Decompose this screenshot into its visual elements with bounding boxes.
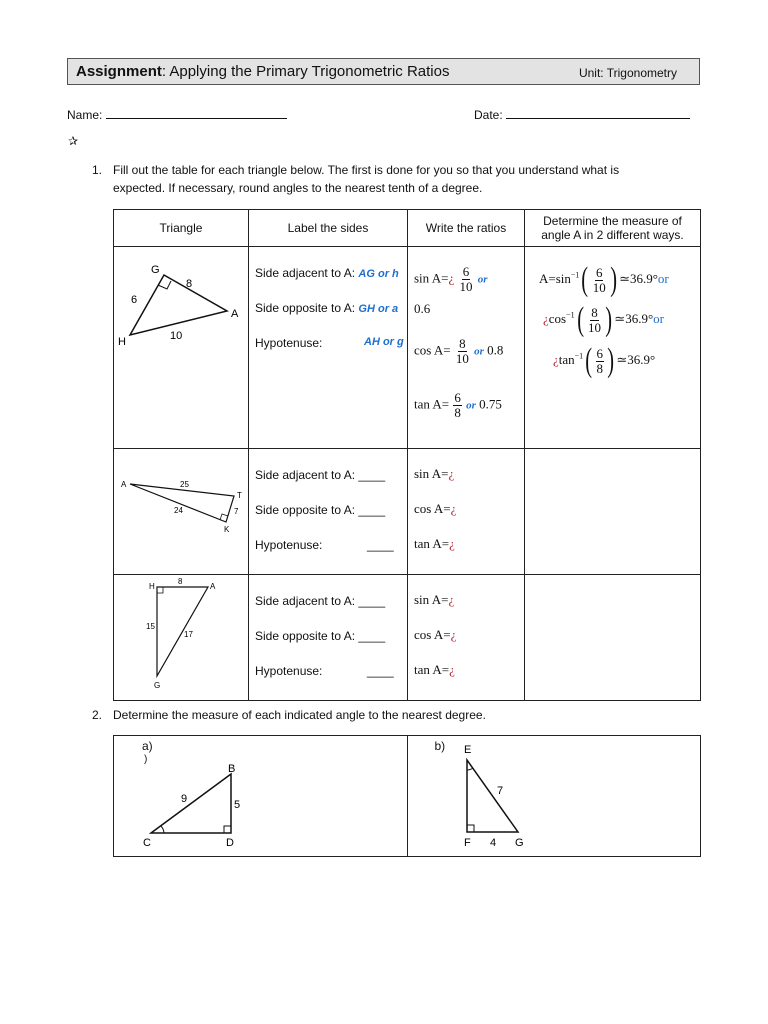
adjacent-label: Side adjacent to A: bbox=[255, 266, 356, 280]
m1-result: ≃36.9° bbox=[619, 270, 658, 286]
vertex-a: A bbox=[231, 308, 239, 320]
m1-or: or bbox=[657, 270, 669, 286]
method-cos-inverse bbox=[543, 303, 664, 337]
vertex-b: B bbox=[228, 763, 236, 775]
m2-or: or bbox=[653, 310, 664, 326]
title-bar bbox=[67, 58, 700, 85]
sin-lhs: sin A= bbox=[414, 466, 449, 481]
q2a-label: a) bbox=[142, 739, 153, 753]
sin-q: ¿ bbox=[448, 466, 455, 481]
q2b-label: b) bbox=[434, 739, 446, 753]
sin-q: ¿ bbox=[448, 270, 455, 286]
q2a-paren: ) bbox=[144, 754, 148, 765]
side-label-8: 8 bbox=[186, 278, 193, 290]
adjacent-answer: AG or h bbox=[358, 268, 399, 280]
hypotenuse-label: Hypotenuse: bbox=[255, 538, 323, 552]
side-label-7: 7 bbox=[234, 507, 239, 516]
side-label-17: 17 bbox=[184, 630, 193, 639]
star-icon: ✰ bbox=[68, 134, 79, 148]
side-label-25: 25 bbox=[180, 480, 189, 489]
table-row bbox=[114, 575, 701, 701]
vertex-a: A bbox=[210, 582, 216, 591]
ratios-3-cell bbox=[408, 575, 525, 701]
q1-line1: Fill out the table for each triangle below. The first is done for you so that you understand what is bbox=[113, 163, 620, 177]
m1-paren: ( $\frac{6}{10}$ ) bbox=[581, 261, 617, 298]
m2-result: ≃36.9° bbox=[614, 310, 654, 326]
table-row bbox=[114, 736, 701, 857]
cos-lhs: cos A= bbox=[414, 627, 451, 642]
m1-sup: −1 bbox=[570, 270, 580, 280]
ratios-2-cell bbox=[408, 449, 525, 575]
cos-num: 8 bbox=[459, 336, 466, 351]
triangle-table bbox=[113, 209, 701, 701]
hypotenuse-label: Hypotenuse: bbox=[255, 664, 323, 678]
adjacent-row-3[interactable] bbox=[255, 594, 385, 608]
angle-table bbox=[113, 735, 701, 857]
label-sides-2-cell bbox=[249, 449, 408, 575]
adjacent-blank[interactable]: ____ bbox=[358, 468, 386, 482]
vertex-f: F bbox=[463, 837, 471, 849]
sin-or: or bbox=[477, 273, 488, 286]
cos-den: 10 bbox=[455, 351, 469, 366]
q2a-figure bbox=[114, 736, 407, 856]
assignment-word: Assignment bbox=[76, 63, 162, 80]
tan-lhs: tan A= bbox=[414, 536, 450, 551]
cos-decimal: 0.8 bbox=[487, 342, 504, 358]
m2-q: ¿ bbox=[543, 310, 549, 326]
m2-num: 8 bbox=[591, 304, 598, 320]
m2-sup: −1 bbox=[566, 310, 575, 320]
vertex-c: C bbox=[143, 837, 151, 849]
q2-text: Determine the measure of each indicated angle to the nearest degree. bbox=[113, 708, 486, 722]
opposite-label: Side opposite to A: bbox=[255, 301, 356, 315]
sin-lhs: sin A= bbox=[414, 592, 449, 607]
m3-fn: tan bbox=[558, 351, 575, 367]
q2b-cell[interactable] bbox=[407, 736, 701, 857]
tan-ratio-2[interactable] bbox=[414, 536, 455, 552]
opposite-row-3[interactable] bbox=[255, 629, 385, 643]
vertex-h: H bbox=[149, 582, 155, 591]
vertex-e: E bbox=[463, 744, 471, 756]
opposite-answer: GH or a bbox=[358, 303, 399, 315]
tan-num: 6 bbox=[454, 390, 461, 405]
opposite-row-1 bbox=[255, 301, 398, 315]
side-label-24: 24 bbox=[174, 506, 183, 515]
side-label-7: 7 bbox=[496, 785, 503, 797]
header-determine-angle: Determine the measure of angle A in 2 different ways. bbox=[525, 210, 701, 247]
triangle-2-figure bbox=[114, 449, 248, 571]
adjacent-label: Side adjacent to A: bbox=[255, 468, 356, 482]
label-sides-1-cell bbox=[249, 247, 408, 449]
adjacent-label: Side adjacent to A: bbox=[255, 594, 356, 608]
cos-fraction bbox=[455, 337, 470, 366]
opposite-label: Side opposite to A: bbox=[255, 629, 356, 643]
tan-or: or bbox=[466, 399, 476, 412]
hypotenuse-label: Hypotenuse: bbox=[255, 336, 323, 350]
m1-lhs: A=sin bbox=[539, 270, 571, 286]
hypotenuse-blank[interactable]: ____ bbox=[367, 664, 394, 678]
q2-number: 2. bbox=[92, 708, 103, 722]
cos-lhs: cos A= bbox=[414, 501, 451, 516]
tan-q: ¿ bbox=[449, 536, 455, 551]
m3-result: ≃36.9° bbox=[616, 351, 656, 367]
side-label-15: 15 bbox=[146, 622, 155, 631]
m3-num: 6 bbox=[596, 345, 604, 361]
hypotenuse-answer: AH or g bbox=[364, 336, 404, 348]
title-text: : Applying the Primary Trigonometric Ratios bbox=[161, 63, 450, 80]
side-label-9: 9 bbox=[181, 793, 188, 805]
vertex-a: A bbox=[121, 480, 127, 489]
triangle-1-cell bbox=[114, 247, 249, 449]
vertex-k: K bbox=[224, 525, 230, 534]
header-write-ratios: Write the ratios bbox=[408, 210, 525, 247]
tan-fraction bbox=[453, 391, 462, 420]
opposite-blank[interactable]: ____ bbox=[358, 503, 386, 517]
label-sides-3-cell bbox=[249, 575, 408, 701]
method-tan-inverse bbox=[553, 344, 655, 378]
triangle-3-figure bbox=[114, 575, 248, 697]
m3-q: ¿ bbox=[553, 351, 559, 367]
sin-ratio-3[interactable] bbox=[414, 592, 454, 608]
triangle-1-figure bbox=[114, 247, 248, 445]
date-line[interactable] bbox=[506, 107, 690, 119]
opposite-row-2[interactable] bbox=[255, 503, 385, 517]
tan-lhs: tan A= bbox=[414, 396, 450, 412]
table-row bbox=[114, 449, 701, 575]
m3-paren: ( $\frac{6}{8}$ ) bbox=[585, 342, 615, 379]
cos-lhs: cos A= bbox=[414, 342, 451, 358]
vertex-g: G bbox=[154, 681, 161, 690]
vertex-d: D bbox=[226, 837, 234, 849]
name-label: Name: bbox=[67, 108, 103, 122]
cos-or: or bbox=[474, 345, 484, 358]
q1-line2: expected. If necessary, round angles to the nearest tenth of a degree. bbox=[113, 181, 483, 195]
ratios-1-cell bbox=[408, 247, 525, 449]
name-line[interactable] bbox=[106, 107, 287, 119]
page-title bbox=[76, 63, 449, 80]
cos-q: ¿ bbox=[450, 501, 457, 516]
opposite-label: Side opposite to A: bbox=[255, 503, 356, 517]
adjacent-blank[interactable]: ____ bbox=[358, 594, 386, 608]
method-sin-inverse bbox=[539, 263, 669, 297]
triangle-2-cell bbox=[114, 449, 249, 575]
m1-den: 10 bbox=[592, 279, 606, 295]
m2-fn: cos bbox=[548, 310, 567, 326]
adjacent-row-2[interactable] bbox=[255, 468, 385, 482]
sin-fraction bbox=[458, 265, 473, 294]
sin-lhs: sin A= bbox=[414, 270, 449, 286]
vertex-h: H bbox=[118, 336, 126, 348]
measure-3-cell[interactable] bbox=[525, 575, 701, 701]
vertex-t: T bbox=[237, 491, 242, 500]
triangle-3-cell bbox=[114, 575, 249, 701]
sin-num: 6 bbox=[462, 264, 470, 279]
m3-sup: −1 bbox=[574, 351, 584, 361]
table-row bbox=[114, 247, 701, 449]
sin-den: 10 bbox=[459, 279, 473, 294]
sin-ratio-2[interactable] bbox=[414, 466, 454, 482]
m2-paren: ( $\frac{8}{10}$ ) bbox=[576, 301, 613, 338]
header-label-sides: Label the sides bbox=[249, 210, 408, 247]
side-label-10: 10 bbox=[170, 330, 183, 342]
side-label-6: 6 bbox=[131, 294, 138, 306]
adjacent-row-1 bbox=[255, 266, 399, 280]
tan-q: ¿ bbox=[449, 662, 455, 677]
q2b-figure bbox=[408, 736, 701, 856]
cos-q: ¿ bbox=[450, 627, 457, 642]
tan-ratio-3[interactable] bbox=[414, 662, 455, 678]
cos-ratio-1 bbox=[414, 337, 503, 366]
sin-q: ¿ bbox=[448, 592, 455, 607]
date-label: Date: bbox=[474, 108, 503, 122]
tan-ratio-1 bbox=[414, 391, 502, 420]
header-triangle: Triangle bbox=[114, 210, 249, 247]
cos-ratio-3[interactable] bbox=[414, 627, 456, 643]
date-field[interactable] bbox=[474, 107, 690, 122]
sin-decimal-1: 0.6 bbox=[414, 301, 431, 316]
tan-decimal: 0.75 bbox=[479, 396, 502, 412]
m1-num: 6 bbox=[595, 264, 603, 280]
q2a-cell[interactable] bbox=[114, 736, 408, 857]
name-field[interactable] bbox=[67, 107, 287, 122]
side-label-8: 8 bbox=[178, 577, 183, 586]
measure-2-cell[interactable] bbox=[525, 449, 701, 575]
vertex-g: G bbox=[514, 837, 524, 849]
measure-1-cell bbox=[525, 247, 701, 449]
side-label-4: 4 bbox=[489, 837, 496, 849]
q1-number: 1. bbox=[92, 163, 103, 177]
unit-label: Unit: Trigonometry bbox=[578, 66, 677, 80]
opposite-blank[interactable]: ____ bbox=[358, 629, 386, 643]
hypotenuse-blank[interactable]: ____ bbox=[367, 538, 394, 552]
m2-den: 10 bbox=[587, 319, 601, 335]
vertex-g: G bbox=[151, 264, 160, 276]
cos-ratio-2[interactable] bbox=[414, 501, 456, 517]
m3-den: 8 bbox=[596, 360, 604, 376]
tan-lhs: tan A= bbox=[414, 662, 450, 677]
table-header-row bbox=[114, 210, 701, 247]
tan-den: 8 bbox=[454, 405, 461, 420]
side-label-5: 5 bbox=[234, 799, 241, 811]
sin-ratio-1 bbox=[414, 265, 488, 294]
